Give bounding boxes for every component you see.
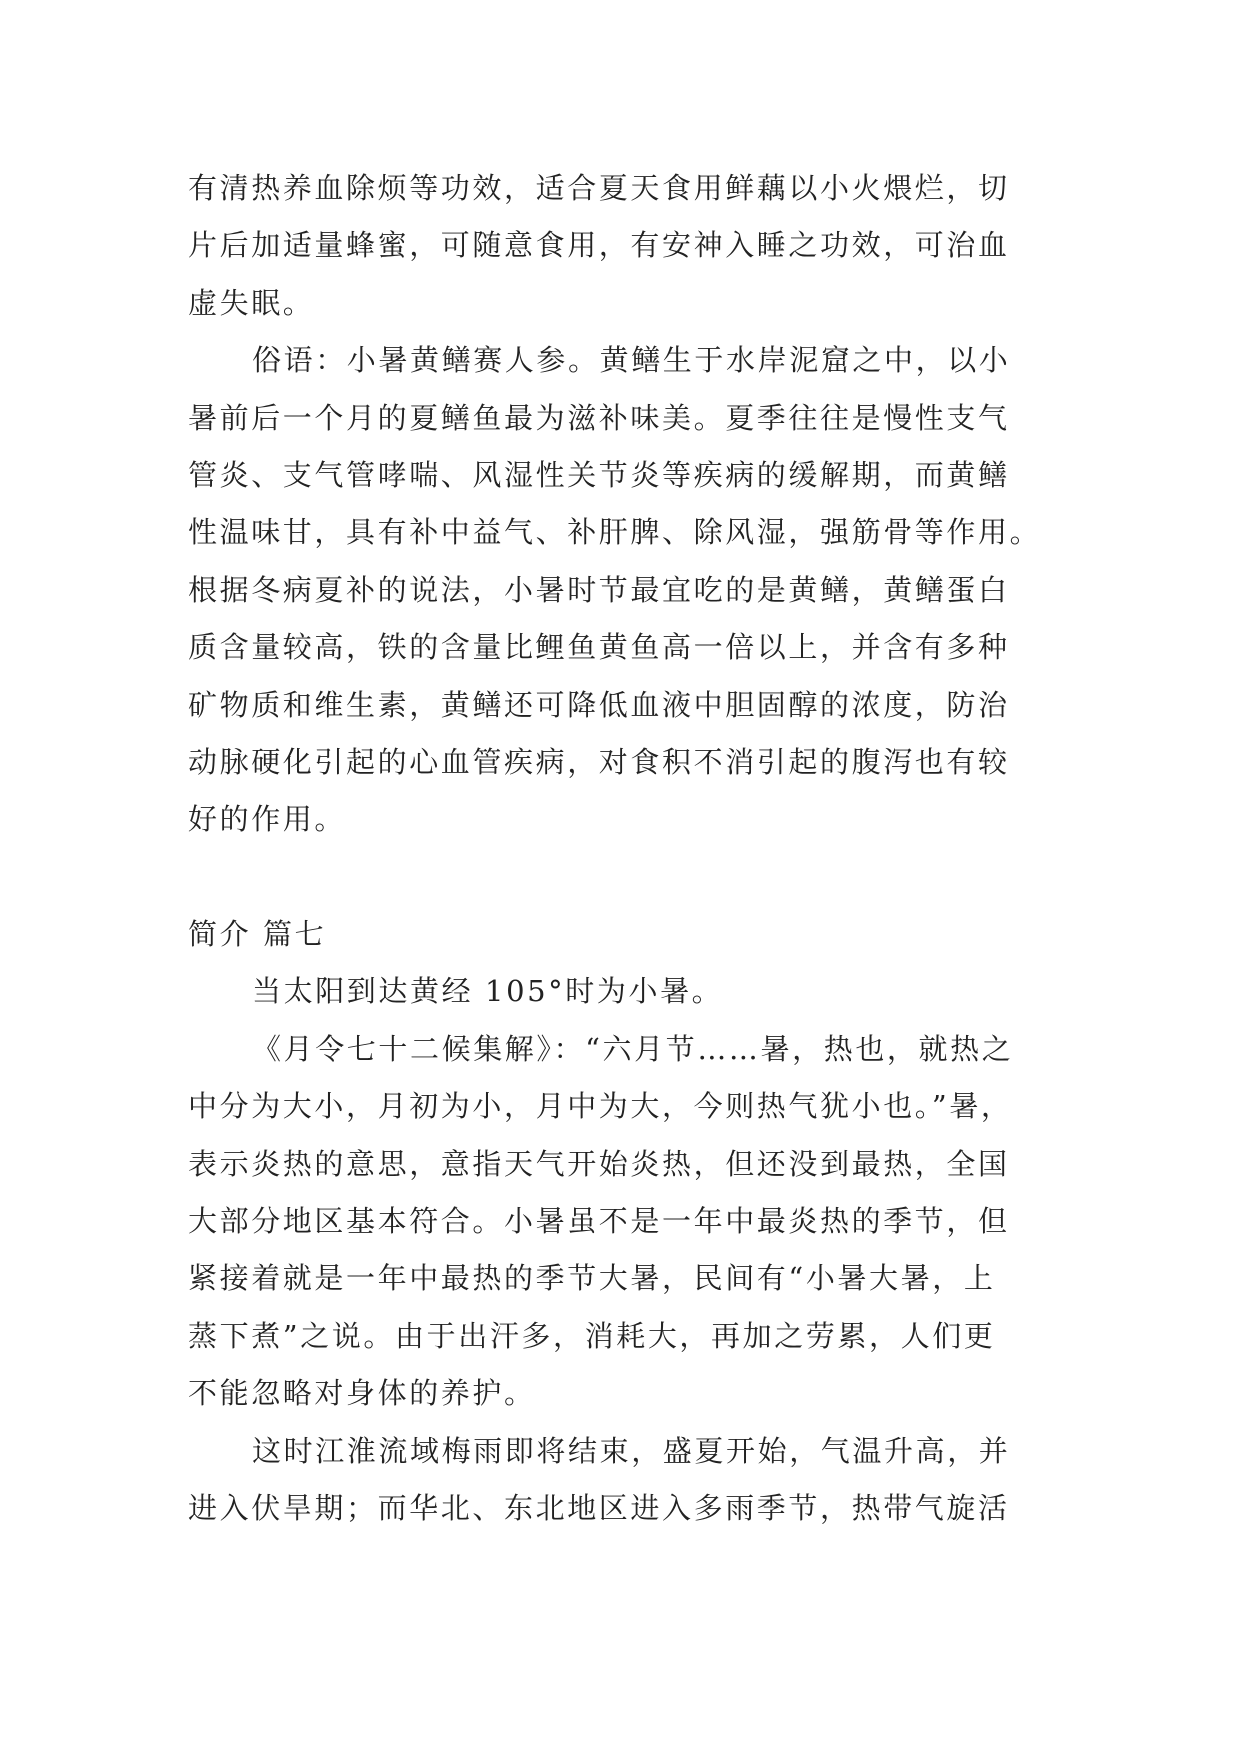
text-line: 根据冬病夏补的说法，小暑时节最宜吃的是黄鳝，黄鳝蛋白	[188, 572, 1010, 607]
paragraph-weather	[188, 1423, 1048, 1538]
text-line: 质含量较高，铁的含量比鲤鱼黄鱼高一倍以上，并含有多种	[188, 630, 1010, 665]
document-body	[188, 160, 1048, 1537]
text-line: 管炎、支气管哮喘、风湿性关节炎等疾病的缓解期，而黄鳝	[188, 458, 1010, 493]
text-line: 《月令七十二候集解》：“六月节……暑，热也，就热之	[252, 1031, 1014, 1066]
text-line: 动脉硬化引起的心血管疾病，对食积不消引起的腹泻也有较	[188, 745, 1010, 780]
text-line: 这时江淮流域梅雨即将结束，盛夏开始，气温升高，并	[252, 1433, 1011, 1468]
text-line: 矿物质和维生素，黄鳝还可降低血液中胆固醇的浓度，防治	[188, 687, 1010, 722]
text-line: 有清热养血除烦等功效，适合夏天食用鲜藕以小火煨烂，切	[188, 171, 1010, 205]
text-line: 好的作用。	[188, 802, 347, 837]
text-line: 中分为大小，月初为小，月中为大，今则热气犹小也。”暑，	[188, 1089, 1013, 1124]
text-line: 进入伏旱期；而华北、东北地区进入多雨季节，热带气旋活	[188, 1490, 1010, 1525]
paragraph-eel	[188, 332, 1048, 849]
text-line: 表示炎热的意思，意指天气开始炎热，但还没到最热，全国	[188, 1146, 1010, 1181]
text-line: 大部分地区基本符合。小暑虽不是一年中最炎热的季节，但	[188, 1203, 1010, 1238]
section-heading: 简介 篇七	[188, 916, 327, 951]
text-line: 紧接着就是一年中最热的季节大暑，民间有“小暑大暑，上	[188, 1261, 996, 1296]
text-line: 性温味甘，具有补中益气、补肝脾、除风湿，强筋骨等作用。	[188, 515, 1042, 550]
text-line: 不能忽略对身体的养护。	[188, 1376, 536, 1411]
text-line: 俗语：小暑黄鳝赛人参。黄鳝生于水岸泥窟之中，以小	[252, 343, 1011, 378]
blank-line	[188, 849, 1048, 906]
text-line: 蒸下煮”之说。由于出汗多，消耗大，再加之劳累，人们更	[188, 1318, 996, 1353]
paragraph-solar-longitude	[188, 963, 1048, 1020]
text-line: 暑前后一个月的夏鳝鱼最为滋补味美。夏季往往是慢性支气	[188, 400, 1010, 435]
text-line: 片后加适量蜂蜜，可随意食用，有安神入睡之功效，可治血	[188, 228, 1010, 263]
text-line: 虚失眠。	[188, 285, 315, 320]
paragraph-yueling-quote	[188, 1021, 1048, 1423]
paragraph-lotus-root	[188, 160, 1048, 332]
text-line: 当太阳到达黄经 105°时为小暑。	[252, 974, 724, 1009]
